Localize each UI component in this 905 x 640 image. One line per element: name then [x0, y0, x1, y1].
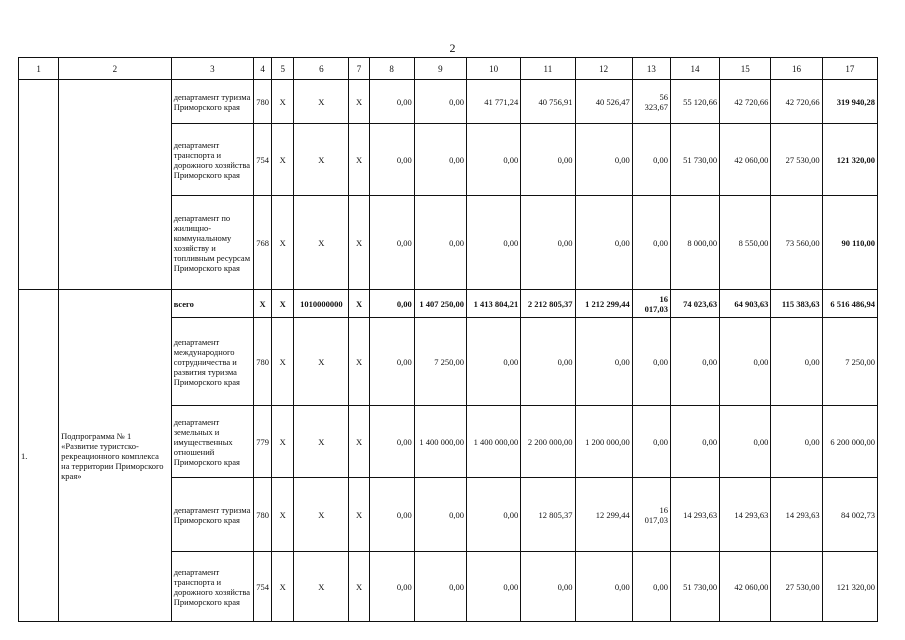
value-cell: 12 805,37	[521, 478, 575, 552]
value-cell: 0,00	[414, 196, 466, 290]
value-cell: 0,00	[369, 478, 414, 552]
value-cell: 0,00	[467, 124, 521, 196]
value-cell: 0,00	[414, 478, 466, 552]
value-cell: 0,00	[521, 124, 575, 196]
value-cell: 0,00	[467, 552, 521, 622]
value-cell: 0,00	[369, 318, 414, 406]
value-cell: 0,00	[369, 406, 414, 478]
code-cell: 779	[254, 406, 272, 478]
value-cell: 1 200 000,00	[575, 406, 632, 478]
code-cell: X	[349, 290, 369, 318]
code-cell: X	[349, 318, 369, 406]
value-cell: 7 250,00	[414, 318, 466, 406]
value-cell: 90 110,00	[822, 196, 877, 290]
value-cell: 0,00	[369, 290, 414, 318]
value-cell: 0,00	[467, 318, 521, 406]
value-cell: 1 212 299,44	[575, 290, 632, 318]
value-cell: 6 200 000,00	[822, 406, 877, 478]
value-cell: 40 756,91	[521, 80, 575, 124]
value-cell: 42 060,00	[720, 124, 771, 196]
value-cell: 115 383,63	[771, 290, 822, 318]
code-cell: 754	[254, 124, 272, 196]
value-cell: 0,00	[521, 552, 575, 622]
value-cell: 56 323,67	[632, 80, 670, 124]
value-cell: 51 730,00	[670, 552, 719, 622]
value-cell: 7 250,00	[822, 318, 877, 406]
value-cell: 0,00	[369, 124, 414, 196]
header-cell: 15	[720, 58, 771, 80]
budget-table	[18, 57, 878, 622]
value-cell: 0,00	[467, 196, 521, 290]
code-cell: X	[272, 80, 294, 124]
value-cell: 0,00	[575, 318, 632, 406]
value-cell: 8 550,00	[720, 196, 771, 290]
value-cell: 16 017,03	[632, 290, 670, 318]
code-cell: X	[272, 552, 294, 622]
header-cell: 12	[575, 58, 632, 80]
value-cell: 0,00	[670, 318, 719, 406]
page-number: 2	[449, 41, 456, 55]
header-cell: 11	[521, 58, 575, 80]
code-cell: X	[294, 552, 349, 622]
value-cell: 0,00	[521, 196, 575, 290]
value-cell: 1 407 250,00	[414, 290, 466, 318]
value-cell: 0,00	[720, 406, 771, 478]
value-cell: 121 320,00	[822, 124, 877, 196]
table-row	[19, 80, 878, 124]
header-cell: 9	[414, 58, 466, 80]
code-cell: 754	[254, 552, 272, 622]
value-cell: 42 720,66	[771, 80, 822, 124]
value-cell: 0,00	[369, 80, 414, 124]
value-cell: 2 200 000,00	[521, 406, 575, 478]
code-cell: X	[349, 478, 369, 552]
code-cell: X	[349, 552, 369, 622]
value-cell: 319 940,28	[822, 80, 877, 124]
value-cell: 41 771,24	[467, 80, 521, 124]
value-cell: 27 530,00	[771, 552, 822, 622]
value-cell: 1 413 804,21	[467, 290, 521, 318]
code-cell: X	[294, 318, 349, 406]
value-cell: 14 293,63	[670, 478, 719, 552]
code-cell: 1010000000	[294, 290, 349, 318]
value-cell: 27 530,00	[771, 124, 822, 196]
value-cell: 42 720,66	[720, 80, 771, 124]
header-cell: 16	[771, 58, 822, 80]
code-cell: X	[272, 196, 294, 290]
header-cell: 5	[272, 58, 294, 80]
value-cell: 14 293,63	[720, 478, 771, 552]
header-cell: 2	[59, 58, 172, 80]
code-cell: X	[349, 196, 369, 290]
value-cell: 0,00	[467, 478, 521, 552]
value-cell: 0,00	[771, 318, 822, 406]
total-row	[19, 290, 878, 318]
header-cell: 13	[632, 58, 670, 80]
value-cell: 14 293,63	[771, 478, 822, 552]
code-cell: 780	[254, 478, 272, 552]
value-cell: 12 299,44	[575, 478, 632, 552]
value-cell: 42 060,00	[720, 552, 771, 622]
code-cell: X	[294, 406, 349, 478]
value-cell: 40 526,47	[575, 80, 632, 124]
department-cell: департамент туризма Приморского края	[171, 80, 253, 124]
value-cell: 0,00	[369, 196, 414, 290]
value-cell: 84 002,73	[822, 478, 877, 552]
code-cell: X	[272, 124, 294, 196]
value-cell: 55 120,66	[670, 80, 719, 124]
code-cell: X	[272, 406, 294, 478]
value-cell: 0,00	[720, 318, 771, 406]
department-cell: департамент международного сотрудничества и развития туризма Приморского края	[171, 318, 253, 406]
value-cell: 73 560,00	[771, 196, 822, 290]
value-cell: 51 730,00	[670, 124, 719, 196]
header-cell: 4	[254, 58, 272, 80]
value-cell: 0,00	[369, 552, 414, 622]
value-cell: 0,00	[414, 124, 466, 196]
header-cell: 6	[294, 58, 349, 80]
total-label-cell: всего	[171, 290, 253, 318]
code-cell: X	[272, 478, 294, 552]
code-cell: X	[349, 124, 369, 196]
code-cell: X	[294, 478, 349, 552]
value-cell: 0,00	[414, 80, 466, 124]
header-row	[19, 58, 878, 80]
code-cell: X	[349, 80, 369, 124]
value-cell: 6 516 486,94	[822, 290, 877, 318]
header-cell: 7	[349, 58, 369, 80]
header-cell: 1	[19, 58, 59, 80]
row-number-cell	[19, 80, 59, 290]
value-cell: 0,00	[632, 124, 670, 196]
value-cell: 0,00	[575, 552, 632, 622]
value-cell: 16 017,03	[632, 478, 670, 552]
value-cell: 0,00	[771, 406, 822, 478]
value-cell: 121 320,00	[822, 552, 877, 622]
header-cell: 14	[670, 58, 719, 80]
department-cell: департамент по жилищно-коммунальному хозяйству и топливным ресурсам Приморского края	[171, 196, 253, 290]
value-cell: 74 023,63	[670, 290, 719, 318]
program-name-cell	[59, 80, 172, 290]
department-cell: департамент транспорта и дорожного хозяйства Приморского края	[171, 552, 253, 622]
department-cell: департамент туризма Приморского края	[171, 478, 253, 552]
header-cell: 17	[822, 58, 877, 80]
header-cell: 10	[467, 58, 521, 80]
value-cell: 1 400 000,00	[467, 406, 521, 478]
header-cell: 8	[369, 58, 414, 80]
code-cell: X	[294, 196, 349, 290]
department-cell: департамент транспорта и дорожного хозяйства Приморского края	[171, 124, 253, 196]
value-cell: 0,00	[414, 552, 466, 622]
code-cell: 768	[254, 196, 272, 290]
code-cell: X	[294, 124, 349, 196]
value-cell: 2 212 805,37	[521, 290, 575, 318]
header-cell: 3	[171, 58, 253, 80]
value-cell: 0,00	[632, 318, 670, 406]
value-cell: 1 400 000,00	[414, 406, 466, 478]
value-cell: 0,00	[575, 124, 632, 196]
value-cell: 0,00	[632, 552, 670, 622]
code-cell: 780	[254, 318, 272, 406]
value-cell: 0,00	[670, 406, 719, 478]
code-cell: X	[272, 318, 294, 406]
value-cell: 8 000,00	[670, 196, 719, 290]
code-cell: X	[294, 80, 349, 124]
code-cell: 780	[254, 80, 272, 124]
code-cell: X	[349, 406, 369, 478]
value-cell: 64 903,63	[720, 290, 771, 318]
value-cell: 0,00	[632, 406, 670, 478]
row-number-cell: 1.	[19, 290, 59, 622]
department-cell: департамент земельных и имущественных отношений Приморского края	[171, 406, 253, 478]
program-name-cell: Подпрограмма № 1 «Развитие туристско-рекреационного комплекса на территории Приморского края»	[59, 290, 172, 622]
code-cell: X	[254, 290, 272, 318]
value-cell: 0,00	[521, 318, 575, 406]
value-cell: 0,00	[632, 196, 670, 290]
code-cell: X	[272, 290, 294, 318]
value-cell: 0,00	[575, 196, 632, 290]
